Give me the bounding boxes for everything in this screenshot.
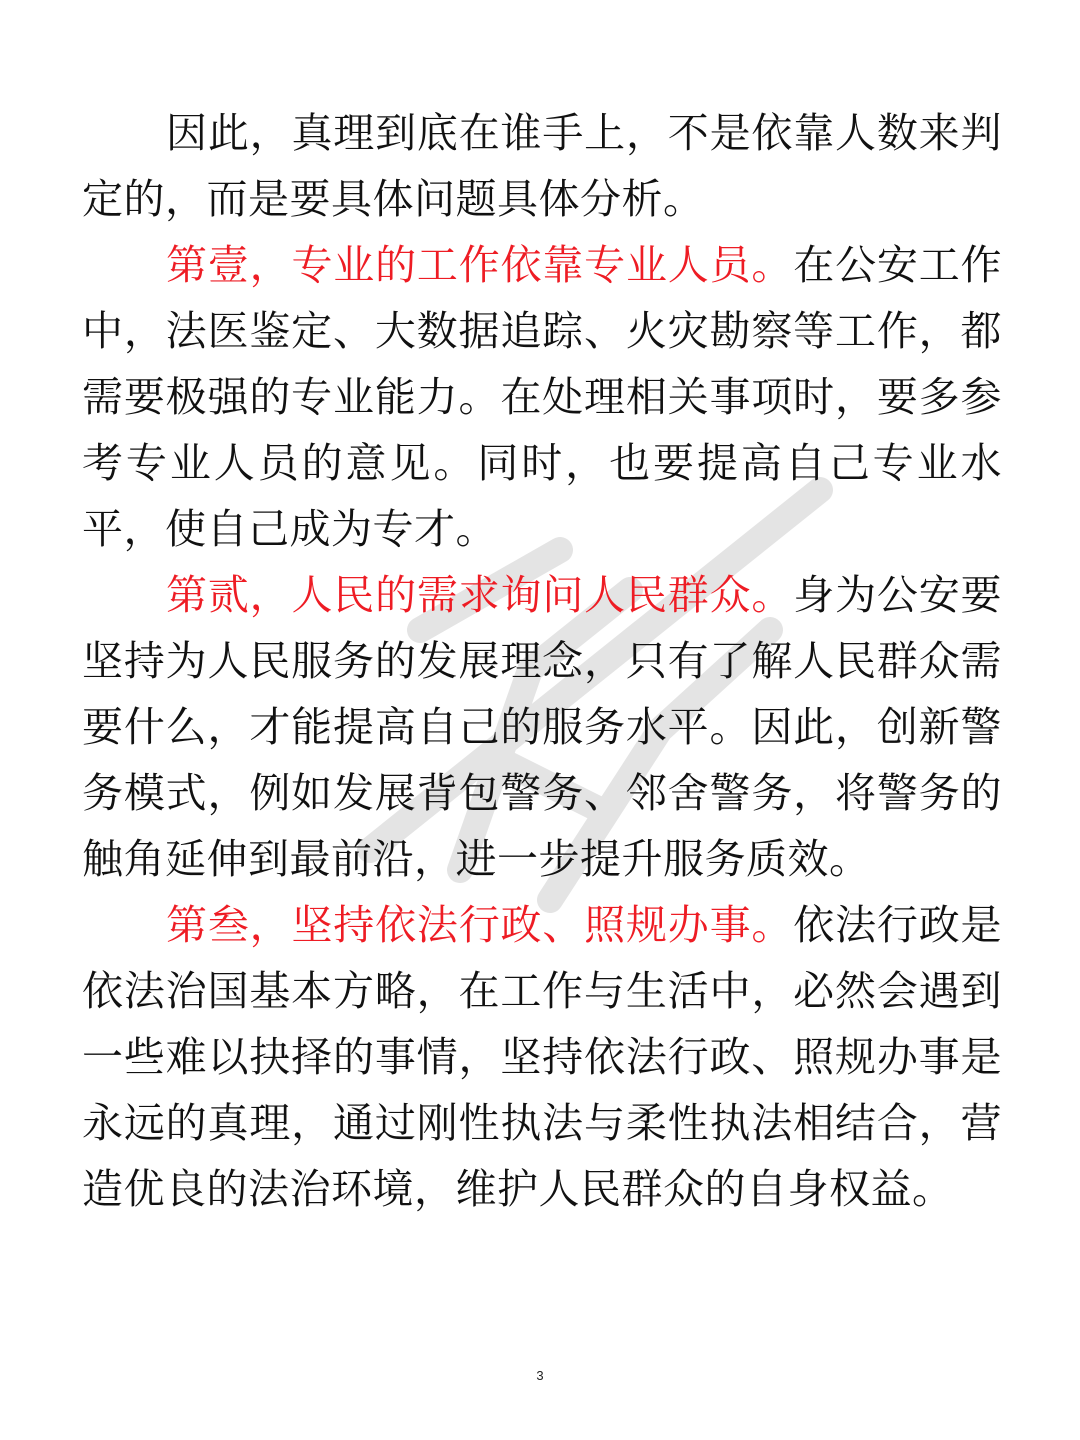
document-body [82,100,1002,1222]
paragraph [82,232,1002,562]
page-number: 3 [536,1368,544,1383]
paragraph-heading: 第叁，坚持依法行政、照规办事。 [166,901,794,949]
paragraph [82,892,1002,1222]
paragraph [82,100,1002,232]
paragraph-text: 身为公安要坚持为人民服务的发展理念，只有了解人民群众需要什么，才能提高自己的服务水平。因此，创新警务模式，例如发展背包警务、邻舍警务，将警务的触角延伸到最前沿，进一步提升服务质效。 [82,571,1003,883]
paragraph-heading: 第贰，人民的需求询问人民群众。 [166,571,794,619]
paragraph-text: 在公安工作中，法医鉴定、大数据追踪、火灾勘察等工作，都需要极强的专业能力。在处理相关事项时，要多参考专业人员的意见。同时，也要提高自己专业水平，使自己成为专才。 [82,241,1003,553]
paragraph-heading: 第壹，专业的工作依靠专业人员。 [166,241,794,289]
paragraph-text: 因此，真理到底在谁手上，不是依靠人数来判定的，而是要具体问题具体分析。 [82,109,1002,223]
paragraph [82,562,1002,892]
paragraph-text: 依法行政是依法治国基本方略，在工作与生活中，必然会遇到一些难以抉择的事情，坚持依法行政、照规办事是永远的真理，通过刚性执法与柔性执法相结合，营造优良的法治环境，维护人民群众的自身权益。 [82,901,1003,1213]
